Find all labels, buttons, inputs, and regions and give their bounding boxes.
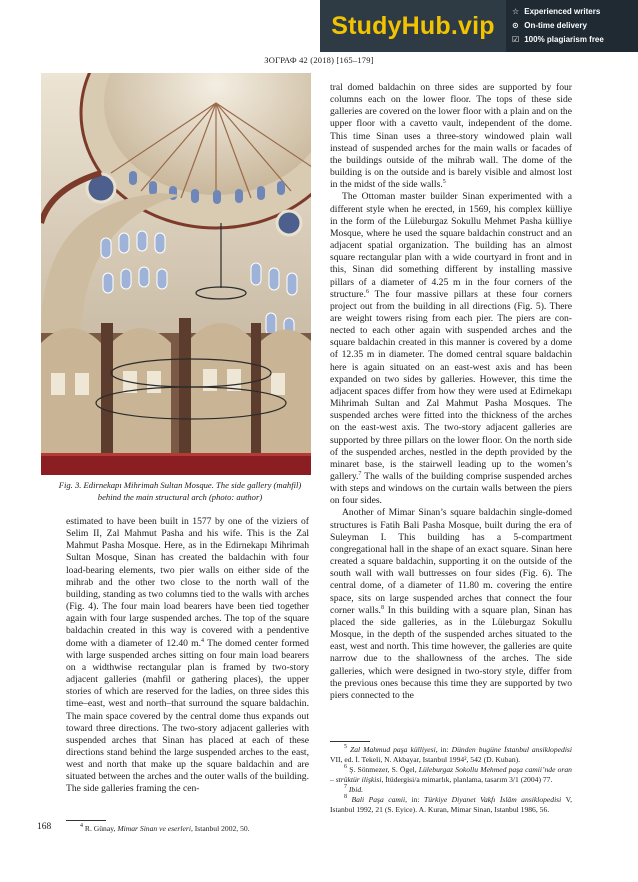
footnote-number: 6 bbox=[344, 764, 347, 770]
footnote-text: , in: bbox=[405, 795, 424, 804]
running-head: ЗОГРАФ 42 (2018) [165–179] bbox=[264, 55, 374, 65]
footnote-ref: 8 bbox=[380, 604, 384, 611]
figure-caption: Fig. 3. Edirnekapı Mihrimah Sultan Mosque. The side gallery (mahfil) behind the main structural arch (photo: author) bbox=[58, 480, 302, 502]
footnote-rule bbox=[330, 741, 370, 742]
footnote-text: R. Günay, bbox=[84, 824, 118, 833]
footnote-title: Ibid. bbox=[348, 785, 364, 794]
footnotes-right bbox=[330, 745, 572, 815]
paragraph-text: In this building with a square plan, Sinan has placed the side galleries, as in the Lüleburgaz Sokullu Mosque, in the depth of the suspended arches situated to the east, west and north. This time however, the galleries are quite narrow due to the shallowness of the arches. The side galleries, which were designed in two-story style, differ from the previous ones because this time they are supported by two piers connected to the bbox=[330, 604, 572, 701]
banner-feature-text: 100% plagiarism free bbox=[524, 35, 604, 44]
banner-logo[interactable]: StudyHub.vip bbox=[320, 0, 506, 52]
footnotes-left bbox=[66, 824, 309, 834]
paragraph bbox=[330, 191, 572, 507]
footnote-text: , in: bbox=[435, 745, 452, 754]
mosque-interior-illustration bbox=[41, 73, 311, 475]
banner-feature-text: On-time delivery bbox=[524, 21, 587, 30]
footnote-title: Dünden bugüne İstanbul ansiklopedisi bbox=[451, 745, 572, 754]
paragraph bbox=[66, 516, 309, 796]
page-number: 168 bbox=[37, 822, 52, 832]
footnote-ref: 7 bbox=[358, 471, 362, 477]
footnote-title: Türkiye Diyanet Vakfı İslâm ansiklopedisi bbox=[424, 795, 562, 804]
footnote bbox=[330, 795, 572, 815]
paragraph-text: Another of Mimar Sinan’s square baldachin single-domed structures is Fatih Bali Pasha Mosque, built during the era of Suleyman I. This building has a 5-compartment congregational hall in the shape of an exact square. Sinan here created a square baldachin, supporting it on the outside of the south wall with wall buttresses on four sides (Fig. 6). The central dome, of a diameter of 11.80 m. covering the entire space, sits on large suspended arches that connect the four corner walls. bbox=[330, 507, 572, 616]
footnote-ref: 6 bbox=[365, 288, 369, 295]
banner-feature bbox=[512, 5, 638, 19]
banner-feature-text: Experienced writers bbox=[524, 7, 601, 16]
paragraph-text: The Ottoman master builder Sinan experimented with a different style when he erected, in 1569, his complex külliye in the form of the Lüleburgaz Sokullu Mehmet Pasha külliye Mosque, where he used the square baldachin construct and an adjacent spatial organization. The building has an almost square rectangular plan with a wide courtyard in front and in this, Sinan did something different by installing massive pillars of a diameter of 4.25 m in the four corners of the structure. bbox=[330, 191, 572, 300]
paragraph-text: The four massive pillars at these four corners project out from the building in all directions (Fig. 5). There are weight towers rising from each pier. The piers are connected to each other again with suspended arches and the square baldachin created in this manner is covered by a dome of 12.35 m in diameter. The domed central square baldachin here is again situated on an east-west axis and has been expanded on two sides by galleries. However, this time the adjacent spaces differ from how they were used at Edirnekapı Mihrimah Sultan and Zal Mahmut Pasha Mosques. The suspended arches were fitted into the thickness of the arches on the east-west axis. The two-story adjacent galleries are supported by three pillars on the lower floor. On the north side of the suspended arches, nestled in the depth provided by the minaret base, is the stairwell leading up to the women’s gallery. bbox=[330, 288, 572, 482]
left-column bbox=[66, 516, 309, 796]
footnote-ref: 4 bbox=[201, 637, 205, 644]
footnote-number: 8 bbox=[344, 794, 347, 800]
paragraph-text: estimated to have been built in 1577 by one of the viziers of Selim II, Zal Mahmut Pasha and his wife. This is the Zal Mahmut Pasha Mosque. Here, as in the Edirnekapı Mihrimah Sultan Mosque, Sinan has created the baldachin with four load-bearing elements, two pier walls on either side of the mihrab and the other two close to the north wall of the building, standing as two columns tied to the walls with arches (Fig. 4). The four main load bearers have been tied together again with four large suspended arches. The top of the square baldachin created in this way is covered with a pendentive dome with a diameter of 12.40 m. bbox=[66, 516, 309, 649]
footnote-title: Bali Paşa camii bbox=[351, 795, 406, 804]
footnote-text: , Istanbul 2002, 50. bbox=[190, 824, 250, 833]
footnote-ref: 5 bbox=[442, 179, 446, 186]
footnote bbox=[66, 824, 309, 834]
footnote bbox=[330, 745, 572, 765]
paragraph-text: tral domed baldachin on three sides are supported by four columns each on the lower floor. The tops of these side galleries are covered on the lower floor with a plain and on the upper floor with a cavetto vault, independent of the dome. This time Sinan uses a three-story windowed plain wall instead of suspended arches for the main walls or facades of the buildings outside of the mihrab wall. The dome of the building is on the outside and is barely visible and almost lost in the midst of the side walls. bbox=[330, 82, 572, 191]
paragraph bbox=[330, 82, 572, 191]
mosque-interior-photo bbox=[41, 73, 311, 475]
banner-feature bbox=[512, 19, 638, 33]
footnote-text: VII, ed. İ. Tekeli, N. Akbayar, Istanbul 1994², 542 (D. Kuban). bbox=[330, 755, 521, 764]
footnote-text: Ş. Sönmezer, S. Ögel, bbox=[349, 765, 419, 774]
footnote-number: 4 bbox=[80, 823, 83, 829]
paragraph-text: The domed center formed with large suspended arches sitting on four main load bearers on a widthwise rectangular plan is framed by two-story adjacent galleries (mahfil or gathering places), the upper stories of which are reserved for the ladies, on three sides this time–east, west and north–that surround the square baldachin. The main space covered by the central dome thus expands out toward three directions. The two-story adjacent galleries with suspended arches that Sinan has placed at each of these directions stand behind the large suspended arches to the east, west and north that make up the square baldachin and are situated between the arches and the outer walls of the building. The side galleries framing the cen- bbox=[66, 637, 309, 795]
footnote-number: 7 bbox=[344, 784, 347, 790]
footnote-title: Zal Mahmud paşa külliyesi bbox=[350, 745, 436, 754]
footnote bbox=[330, 765, 572, 785]
footnote-text: İtüdergisi/a mimarlık, planlama, tasarım 3/1 (2004) 77. bbox=[383, 775, 553, 784]
footnote-title: Mimar Sinan ve eserleri bbox=[117, 824, 191, 833]
footnote bbox=[330, 785, 572, 795]
footnote-rule bbox=[66, 820, 106, 821]
clock-icon: ⊙ bbox=[512, 21, 519, 30]
ad-banner[interactable] bbox=[320, 0, 638, 52]
footnote-title: Lüleburgaz Sokollu Mehmed paşa camii’nde oran – strüktür ilişkisi, bbox=[330, 765, 572, 784]
right-column bbox=[330, 82, 572, 702]
banner-feature bbox=[512, 33, 638, 47]
banner-feature-list bbox=[506, 0, 638, 52]
check-box-icon: ☑ bbox=[512, 35, 520, 44]
paragraph bbox=[330, 507, 572, 702]
footnote-text: V, Istanbul 1992, 21 (S. Eyice). A. Kuran, Mimar Sinan, Istanbul 1986, 56. bbox=[330, 795, 572, 814]
star-icon: ☆ bbox=[512, 7, 520, 16]
footnote-number: 5 bbox=[344, 744, 347, 750]
paragraph-text: The walls of the building comprise suspended arches with steps and windows on the curtain walls between the piers on four sides. bbox=[330, 471, 572, 507]
